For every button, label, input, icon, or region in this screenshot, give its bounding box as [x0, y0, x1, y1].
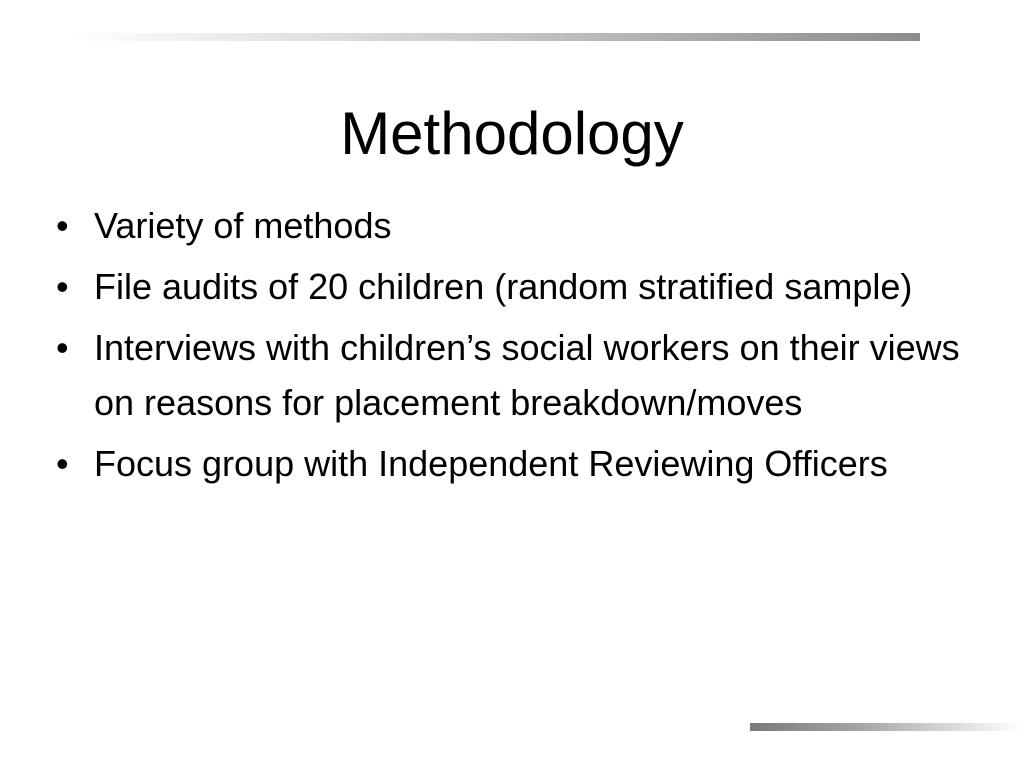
bullet-text: Interviews with children’s social workers on their views on reasons for placement breakdown/moves	[94, 327, 960, 423]
bullet-item	[52, 198, 992, 253]
bullet-text: Focus group with Independent Reviewing Officers	[94, 443, 888, 484]
top-decorative-rule	[70, 33, 920, 41]
bullet-icon: •	[56, 443, 69, 484]
bullet-text: File audits of 20 children (random stratified sample)	[94, 266, 913, 307]
bullet-text: Variety of methods	[94, 205, 392, 246]
bullet-icon: •	[56, 327, 69, 368]
slide-title: Methodology	[340, 100, 684, 167]
bullet-list	[52, 198, 992, 497]
bottom-decorative-rule	[750, 723, 1024, 731]
bullet-icon: •	[56, 205, 69, 246]
bullet-item	[52, 320, 992, 430]
bullet-item	[52, 259, 992, 314]
bullet-icon: •	[56, 266, 69, 307]
bullet-item	[52, 436, 992, 491]
